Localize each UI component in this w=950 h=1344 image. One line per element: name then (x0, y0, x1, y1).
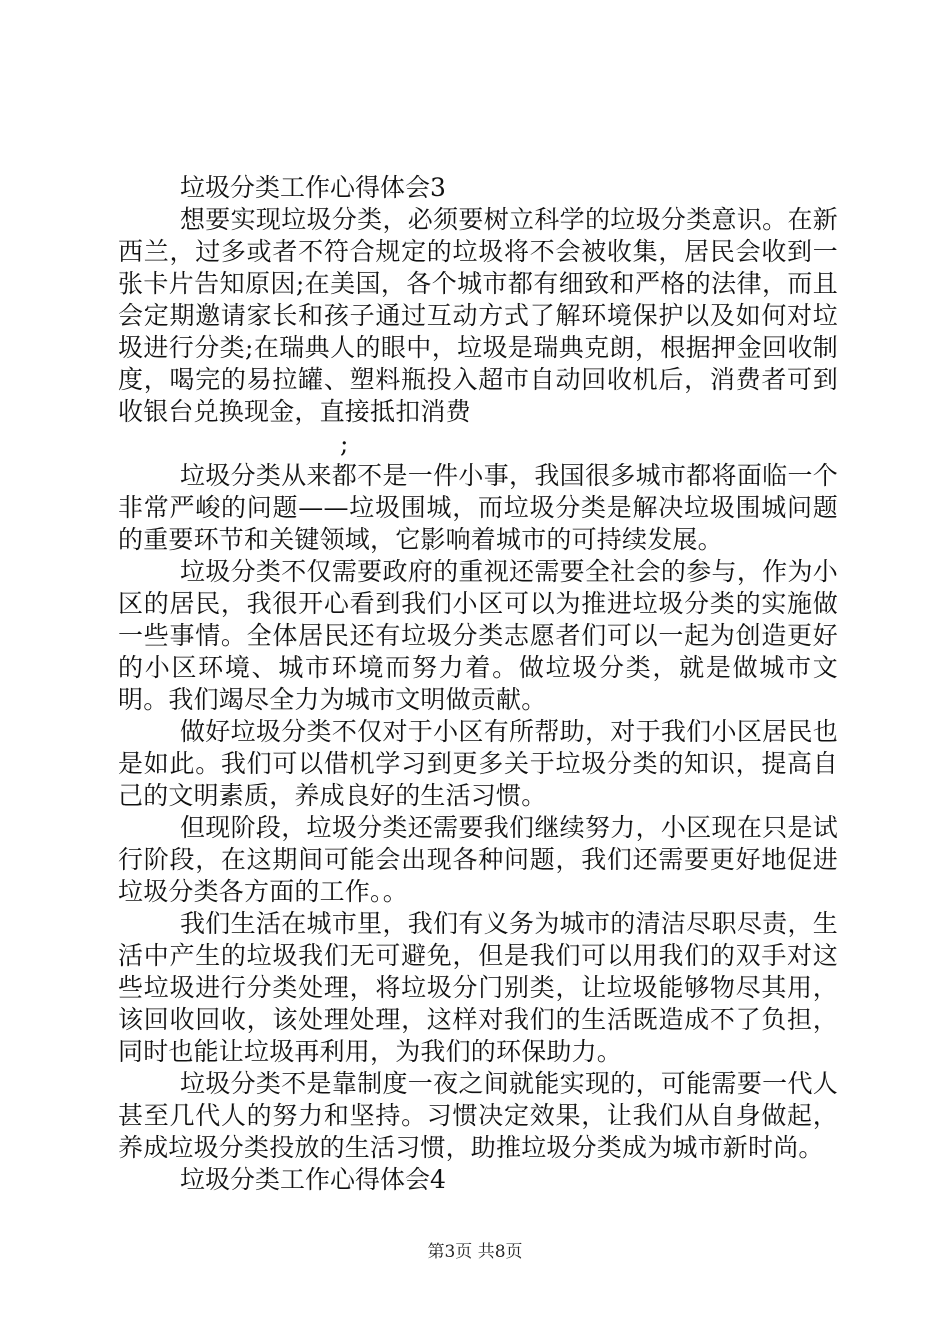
paragraph-7: 垃圾分类不是靠制度一夜之间就能实现的，可能需要一代人甚至几代人的努力和坚持。习惯决定效果，让我们从自身做起，养成垃圾分类投放的生活习惯，助推垃圾分类成为城市新时尚。 (118, 1069, 838, 1162)
page-number: 第3页 共8页 (427, 1242, 523, 1262)
paragraph-semicolon: ; (340, 429, 349, 458)
paragraph-6: 我们生活在城市里，我们有义务为城市的清洁尽职尽责，生活中产生的垃圾我们无可避免，但是我们可以用我们的双手对这些垃圾进行分类处理，将垃圾分门别类，让垃圾能够物尽其用，该回收回收，该处理处理，这样对我们的生活既造成不了负担，同时也能让垃圾再利用，为我们的环保助力。 (118, 909, 838, 1066)
paragraph-3: 垃圾分类不仅需要政府的重视还需要全社会的参与，作为小区的居民，我很开心看到我们小区可以为推进垃圾分类的实施做一些事情。全体居民还有垃圾分类志愿者们可以一起为创造更好的小区环境、城市环境而努力着。做垃圾分类，就是做城市文明。我们竭尽全力为城市文明做贡献。 (118, 557, 838, 714)
paragraph-5: 但现阶段，垃圾分类还需要我们继续努力，小区现在只是试行阶段，在这期间可能会出现各种问题，我们还需要更好地促进垃圾分类各方面的工作。。 (118, 813, 838, 906)
paragraph-2: 垃圾分类从来都不是一件小事，我国很多城市都将面临一个非常严峻的问题——垃圾围城，而垃圾分类是解决垃圾围城问题的重要环节和关键领域，它影响着城市的可持续发展。 (118, 461, 838, 554)
paragraph-4: 做好垃圾分类不仅对于小区有所帮助，对于我们小区居民也是如此。我们可以借机学习到更多关于垃圾分类的知识，提高自己的文明素质，养成良好的生活习惯。 (118, 717, 838, 810)
section-heading-4: 垃圾分类工作心得体会4 (180, 1165, 446, 1194)
paragraph-1: 想要实现垃圾分类，必须要树立科学的垃圾分类意识。在新西兰，过多或者不符合规定的垃圾将不会被收集，居民会收到一张卡片告知原因;在美国，各个城市都有细致和严格的法律，而且会定期邀请家长和孩子通过互动方式了解环境保护以及如何对垃圾进行分类;在瑞典人的眼中，垃圾是瑞典克朗，根据押金回收制度，喝完的易拉罐、塑料瓶投入超市自动回收机后，消费者可到收银台兑换现金，直接抵扣消费 (118, 205, 838, 426)
document-body (118, 172, 838, 1196)
page-footer (0, 1241, 950, 1263)
section-heading-3: 垃圾分类工作心得体会3 (180, 173, 446, 202)
